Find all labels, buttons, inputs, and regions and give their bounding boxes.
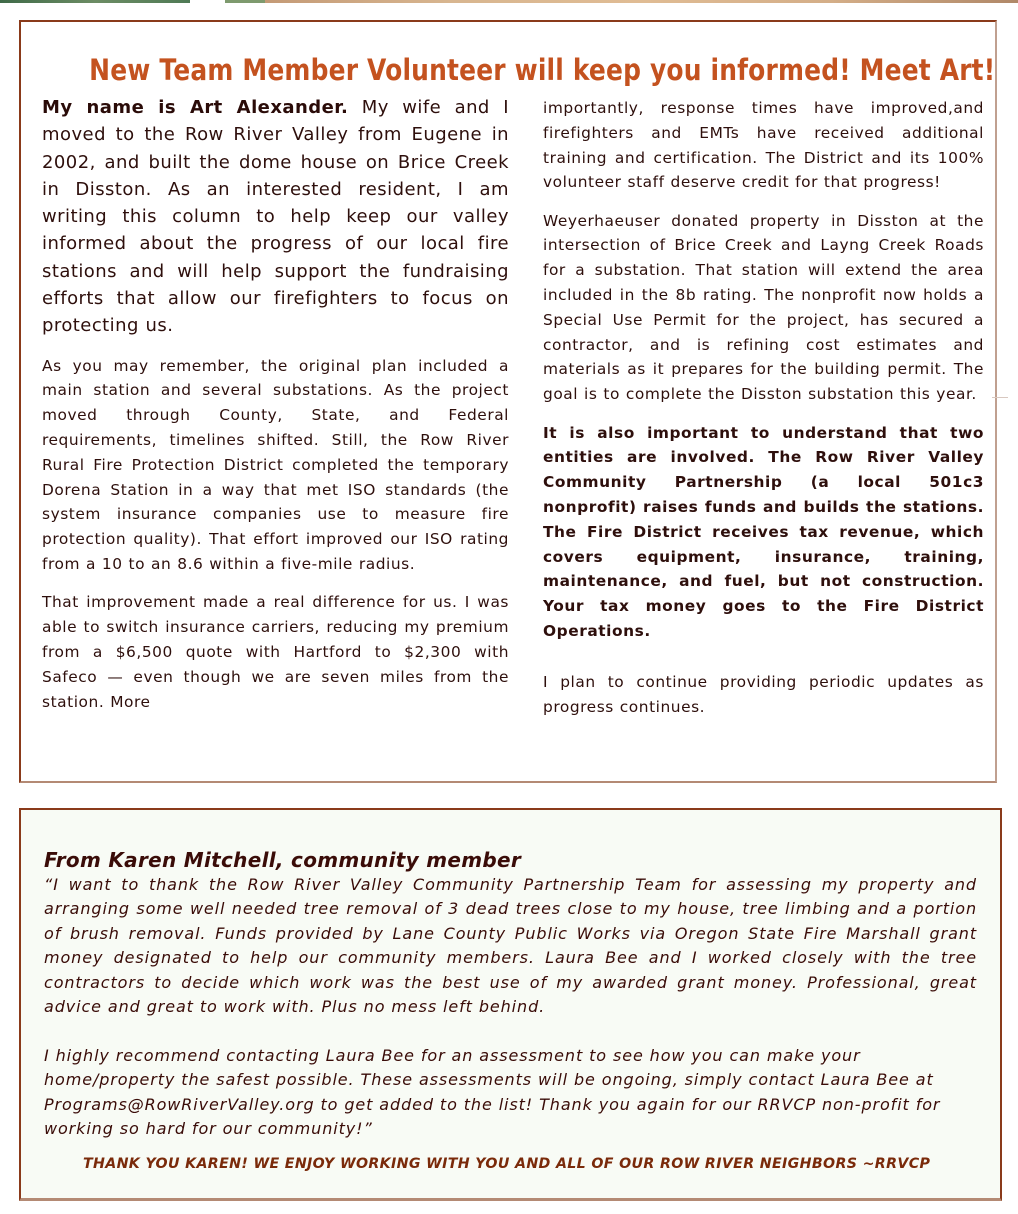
article-title: New Team Member Volunteer will keep you informed! Meet Art! [89, 53, 996, 88]
quote-paragraph-2: I highly recommend contacting Laura Bee for an assessment to see how you can make your home/property the safest possible. These assessments will be ongoing, simply contact Laura Bee at Programs@RowRiverValley.org to get added to the list! Thank you again for our RRVCP non-profit for working so hard for our community!” [44, 1045, 941, 1139]
photo-strip-gap [190, 0, 225, 3]
testimonial-heading: From Karen Mitchell, community member [44, 847, 521, 872]
article-meet-art [19, 20, 997, 783]
insurance-savings-paragraph: That improvement made a real difference for us. I was able to switch insurance carriers, reducing my premium from a $6,500 quote with Hartford to $2,300 with Safeco — even though we are seven miles from the station. More [42, 593, 509, 711]
thank-you-line: THANK YOU KAREN! WE ENJOY WORKING WITH YOU AND ALL OF OUR ROW RIVER NEIGHBORS ~RRVCP [83, 1156, 931, 1172]
article-left-column [42, 94, 509, 728]
response-times-paragraph: importantly, response times have improved,and firefighters and EMTs have received additional training and certification. The District and its 100% volunteer staff deserve credit for that progress! [543, 99, 984, 192]
disston-substation-paragraph: Weyerhaeuser donated property in Disston at the intersection of Brice Creek and Layng Creek Roads for a substation. That station will extend the area included in the 8b rating. The nonprofit now holds a Special Use Permit for the project, has secured a contractor, and is refining cost estimates and materials as it prepares for the building permit. The goal is to complete the Disston substation this year. [543, 211, 984, 404]
closing-paragraph: I plan to continue providing periodic updates as progress continues. [543, 672, 984, 716]
header-photo-strip [0, 0, 1018, 3]
column-guide-mark [992, 397, 1008, 398]
article-right-column [543, 96, 984, 733]
testimonial-karen-mitchell [19, 808, 1002, 1201]
author-intro-bold: My name is Art Alexander. [42, 97, 349, 118]
two-entities-paragraph: It is also important to understand that two entities are involved. The Row River Valley Community Partnership (a local 501c3 nonprofit) raises funds and builds the stations. The Fire District receives tax revenue, which covers equipment, insurance, training, maintenance, and fuel, but not construction. Your tax money goes to the Fire District Operations. [543, 423, 984, 640]
photo-strip-foliage [225, 0, 265, 3]
photo-strip-green [0, 0, 190, 3]
photo-strip-tan [265, 0, 1018, 3]
testimonial-quote [44, 873, 977, 1141]
quote-paragraph-1: “I want to thank the Row River Valley Community Partnership Team for assessing my property and arranging some well needed tree removal of 3 dead trees close to my house, tree limbing and a portion of brush removal. Funds provided by Lane County Public Works via Oregon State Fire Marshall grant money designated to help our community members. Laura Bee and I worked closely with the tree contractors to decide which work was the best use of my awarded grant money. Professional, great advice and great to work with. Plus no mess left behind. [44, 875, 977, 1017]
intro-text: My wife and I moved to the Row River Valley from Eugene in 2002, and built the dome house on Brice Creek in Disston. As an interested resident, I am writing this column to help keep our valley informed about the progress of our local fire stations and will help support the fundraising efforts that allow our firefighters to focus on protecting us. [42, 97, 509, 337]
intro-paragraph [42, 94, 509, 340]
iso-history-paragraph: As you may remember, the original plan included a main station and several substations. As the project moved through County, State, and Federal requirements, timelines shifted. Still, the Row River Rural Fire Protection District completed the temporary Dorena Station in a way that met ISO standards (the system insurance companies use to measure fire protection quality). That effort improved our ISO rating from a 10 to an 8.6 within a five-mile radius. [42, 356, 509, 574]
